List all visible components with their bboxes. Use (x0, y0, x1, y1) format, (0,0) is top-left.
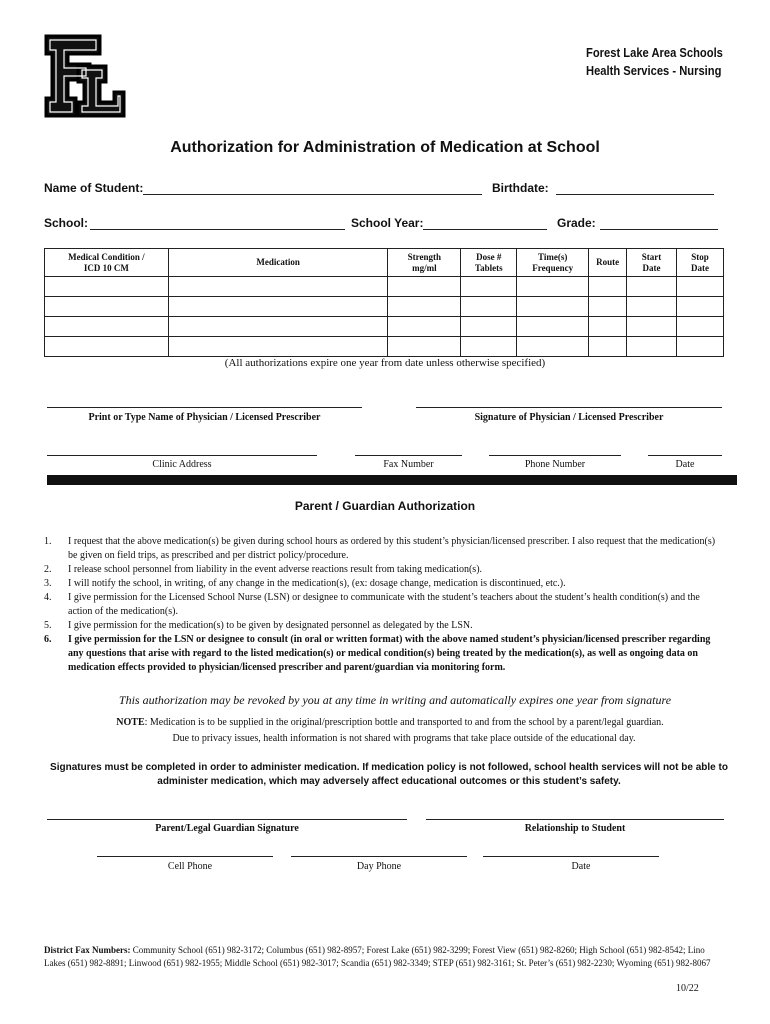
privacy-note: Due to privacy issues, health information is not shared with programs that take place outside of the educational day. (172, 733, 636, 744)
birthdate-field[interactable] (556, 182, 714, 195)
col-route: Route (589, 249, 627, 277)
organization-name (586, 44, 723, 80)
grade-label: Grade: (557, 216, 596, 230)
col-medication: Medication (168, 249, 388, 277)
parent-signature-caption: Parent/Legal Guardian Signature (155, 823, 299, 834)
section-divider (47, 475, 737, 485)
school-year-label: School Year: (351, 216, 424, 230)
parent-date-line[interactable] (483, 856, 659, 857)
list-item: 1. I request that the above medication(s) be given during school hours as ordered by this student’s physician/licensed prescriber. I also request that the medication(s) be given on field trips, as prescribed and per district policy/procedure. (44, 536, 716, 561)
fax-number-caption: Fax Number (383, 459, 434, 470)
day-phone-caption: Day Phone (356, 861, 402, 872)
physician-date-caption: Date (675, 459, 695, 470)
note-text: : Medication is to be supplied in the original/prescription bottle and transported to and from the school by a parent/legal guardian. (144, 717, 664, 728)
table-header-row (45, 249, 724, 277)
district-fax-numbers (44, 944, 724, 970)
form-title: Authorization for Administration of Medication at School (170, 139, 600, 156)
list-item: 4. I give permission for the Licensed School Nurse (LSN) or designee to communicate with the student’s teachers about the student’s health condition(s) and the action of the medication(s). (44, 592, 700, 617)
clinic-address-line[interactable] (47, 455, 317, 456)
list-item: 6. I give permission for the LSN or designee to consult (in oral or written format) with the above named student’s physician/licensed prescriber regarding any questions that arise with regard to the listed medication(s) or medical condition(s) being treated by the medication(s), as well as ongoing data on medication effects provided to physician/licensed prescriber and parent/guardian via monitoring form. (44, 634, 711, 673)
authorization-list (44, 535, 724, 675)
relationship-line[interactable] (426, 819, 724, 820)
fax-number-line[interactable] (355, 455, 462, 456)
fl-logo (42, 32, 126, 120)
fax-label: District Fax Numbers: (44, 945, 131, 955)
list-item: 3. I will notify the school, in writing, of any change in the medication(s), (ex: dosage change, medication is discontinued, etc.). (44, 578, 566, 589)
medication-table (44, 248, 724, 357)
fax-list: Community School (651) 982-3172; Columbus (651) 982-8957; Forest Lake (651) 982-3299; Forest View (651) 982-8260; High School (651) 982-8542; Lino Lakes (651) 982-8891; Linwood (651) 982-1955; Middle School (651) 982-3017; Scandia (651) 982-3349; STEP (651) 982-3161; St. Peter’s (651) 982-2230; Wyoming (651) 982-8067 (44, 945, 711, 968)
physician-date-line[interactable] (648, 455, 722, 456)
phone-number-caption: Phone Number (524, 459, 586, 470)
col-strength: Strength mg/ml (388, 249, 461, 277)
school-label: School: (44, 216, 88, 230)
phone-number-line[interactable] (489, 455, 621, 456)
col-medical-condition: Medical Condition / ICD 10 CM (45, 249, 169, 277)
birthdate-label: Birthdate: (492, 181, 549, 195)
school-year-field[interactable] (423, 217, 547, 230)
version-code: 10/22 (676, 983, 699, 994)
signature-warning: Signatures must be completed in order to administer medication. If medication policy is not followed, school health services will not be able to administer medication, which may adversely affect educational outcomes or this student’s safety. (50, 762, 728, 787)
parent-section-heading: Parent / Guardian Authorization (294, 499, 476, 513)
name-of-student-field[interactable] (143, 182, 482, 195)
table-row[interactable] (45, 337, 724, 357)
parent-date-caption: Date (571, 861, 591, 872)
clinic-address-caption: Clinic Address (152, 459, 212, 470)
supply-note (0, 717, 770, 728)
physician-signature-caption: Signature of Physician / Licensed Prescriber (474, 412, 664, 423)
physician-name-line[interactable] (47, 407, 362, 408)
table-row[interactable] (45, 277, 724, 297)
table-row[interactable] (45, 317, 724, 337)
relationship-caption: Relationship to Student (524, 823, 626, 834)
revoke-note: This authorization may be revoked by you at any time in writing and automatically expires one year from signature (118, 693, 672, 707)
physician-signature-line[interactable] (416, 407, 722, 408)
day-phone-line[interactable] (291, 856, 467, 857)
cell-phone-caption: Cell Phone (167, 861, 213, 872)
name-of-student-label: Name of Student: (44, 181, 144, 195)
org-line-2: Health Services - Nursing (586, 63, 722, 78)
col-stop-date: Stop Date (677, 249, 724, 277)
col-dose: Dose # Tablets (461, 249, 517, 277)
col-times: Time(s) Frequency (517, 249, 589, 277)
grade-field[interactable] (600, 217, 718, 230)
list-item: 2. I release school personnel from liability in the event adverse reactions result from taking medication(s). (44, 564, 483, 575)
print-name-caption: Print or Type Name of Physician / Licensed Prescriber (88, 412, 321, 423)
note-label: NOTE (116, 717, 145, 728)
parent-signature-line[interactable] (47, 819, 407, 820)
school-field[interactable] (90, 217, 345, 230)
col-start-date: Start Date (627, 249, 677, 277)
list-item: 5. I give permission for the medication(s) to be given by designated personnel as delegated by the LSN. (44, 620, 473, 631)
org-line-1: Forest Lake Area Schools (586, 45, 723, 60)
cell-phone-line[interactable] (97, 856, 273, 857)
expiry-note: (All authorizations expire one year from date unless otherwise specified) (224, 357, 546, 369)
table-row[interactable] (45, 297, 724, 317)
